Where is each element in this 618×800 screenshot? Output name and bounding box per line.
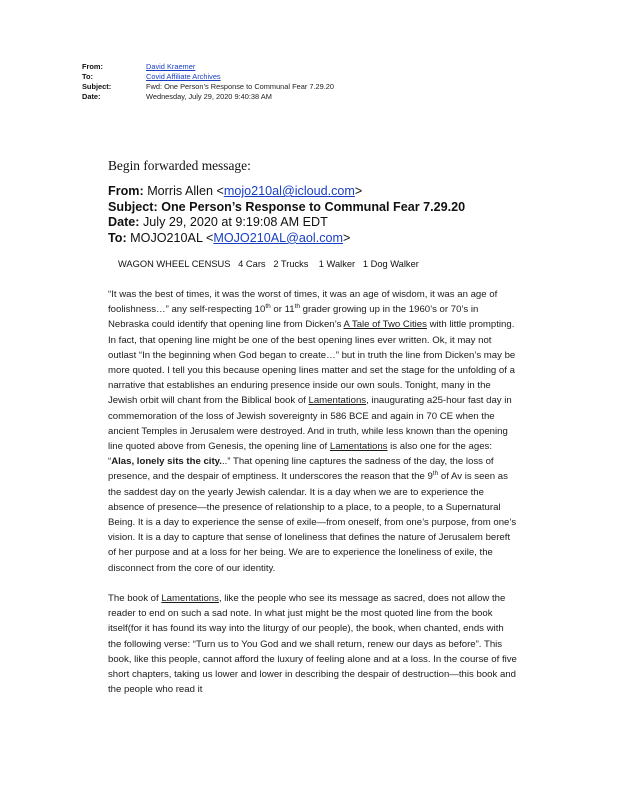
p1-text-b: or 11 — [270, 304, 295, 316]
from-link[interactable]: David Kraemer — [146, 62, 196, 71]
fwd-to-label: To: — [108, 230, 127, 245]
fwd-to-email-link[interactable]: MOJO210AL@aol.com — [213, 230, 344, 245]
email-header — [82, 62, 334, 102]
paragraph-1 — [108, 287, 518, 576]
p2-text-a: The book of — [108, 593, 162, 605]
subject-label: Subject: — [82, 82, 112, 91]
fwd-subject-row — [108, 200, 465, 216]
fwd-to-name: MOJO210AL < — [130, 230, 214, 245]
fwd-date-row — [108, 215, 465, 231]
fwd-to-row — [108, 231, 465, 247]
p1-sup-3: th — [432, 470, 439, 478]
book-title-tale: A Tale of Two Cities — [343, 319, 427, 331]
forwarded-title: Begin forwarded message: — [108, 158, 251, 173]
fwd-subject-label: Subject: — [108, 199, 158, 214]
book-title-lamentations-2: Lamentations — [329, 441, 388, 453]
message-body — [108, 287, 518, 713]
subject-value: Fwd: One Person’s Response to Communal Fear 7.29.20 — [146, 82, 335, 91]
fwd-from-label: From: — [108, 184, 144, 198]
fwd-subject-value: One Person’s Response to Communal Fear 7.29.20 — [161, 199, 466, 214]
fwd-to-close: > — [343, 230, 351, 245]
header-subject-row — [82, 82, 334, 92]
header-date-row — [82, 92, 334, 102]
fwd-date-label: Date: — [108, 215, 140, 230]
header-from-row — [82, 62, 334, 72]
p1-sup-1: th — [265, 303, 271, 311]
fwd-from-row — [108, 184, 465, 200]
fwd-date-value: July 29, 2020 at 9:19:08 AM EDT — [143, 215, 328, 230]
date-value: Wednesday, July 29, 2020 9:40:38 AM — [146, 92, 272, 101]
from-label: From: — [82, 62, 103, 71]
p1-text-g: ..” That opening line captures the sadness of the day, the loss of presence, and the despair of emptiness. It underscores the reason that the 9 — [108, 456, 494, 483]
header-to-row — [82, 72, 334, 82]
p1-text-c: grader growing up in the 1960’s or 70’s in Nebraska could identify that opening line from Dicken’s — [108, 304, 479, 331]
fwd-from-name: Morris Allen < — [147, 184, 224, 198]
p1-sup-2: th — [294, 303, 300, 311]
p1-text-a: “It was the best of times, it was the worst of times, it was an age of wisdom, it was an age of foolishness…” any self-respecting 10 — [108, 289, 498, 316]
to-label: To: — [82, 72, 93, 81]
p1-bold-quote: Alas, lonely sits the city. — [111, 456, 222, 468]
to-link[interactable]: Covid Affiliate Archives — [146, 72, 221, 81]
p2-text-b: , like the people who see its message as sacred, does not allow the reader to end on such a sad note. In what just might be the most quoted line from the book itself(for it has found its way into the liturgy of our people), the book, when chanted, ends with the following verse: “Turn us to You God and we shall return, renew our days as before”. This book, like this people, cannot afford the luxury of feeling alone and at a loss. In the course of five short chapters, taking us lower and lower in describing the despair of destruction—this book and the people who read it — [108, 593, 517, 696]
p1-text-f: is also one for the ages: “ — [108, 441, 493, 468]
fwd-from-close: > — [354, 184, 363, 198]
forwarded-headers — [108, 184, 465, 246]
fwd-from-email-link[interactable]: mojo210al@icloud.com — [223, 184, 355, 198]
paragraph-2 — [108, 591, 518, 697]
p1-text-d: with little prompting. In fact, that opening line might be one of the best opening lines ever written. Ok, it may not outlast “In the beginning when God began to create…” but in truth the line from Dicken’s may be more quoted. I tell you this because opening lines matter and set the stage for the unfolding of a narrative that establishes an enduring presence inside our own souls. Tonight, many in the Jewish orbit will chant from the Biblical book of — [108, 319, 516, 407]
census-line: WAGON WHEEL CENSUS 4 Cars 2 Trucks 1 Walker 1 Dog Walker — [118, 259, 419, 269]
p1-text-h: of Av is seen as the saddest day on the yearly Jewish calendar. It is a day when we are to experience the absence of presence—the presence of relationship to a place, to a people, to a Supernatural Being. It is a day to experience the sense of exile—from oneself, from one’s purpose, from one’s vision. It is a day to capture that sense of loneliness that defines the nature of Jerusalem bereft of her purpose and at a loss for her being. We are to experience the loneliness of exile, the disconnect from the core of our identity. — [108, 471, 517, 574]
book-title-lamentations-3: Lamentations — [161, 593, 219, 605]
date-label: Date: — [82, 92, 101, 101]
p1-text-e: , inaugurating a25-hour fast day in commemoration of the loss of Jewish sovereignty in 586 BCE and again in 70 CE when the ancient Temples in Jerusalem were destroyed. And in truth, while less known than the opening line quoted above from Genesis, the opening line of — [108, 395, 512, 453]
book-title-lamentations-1: Lamentations — [308, 395, 367, 407]
